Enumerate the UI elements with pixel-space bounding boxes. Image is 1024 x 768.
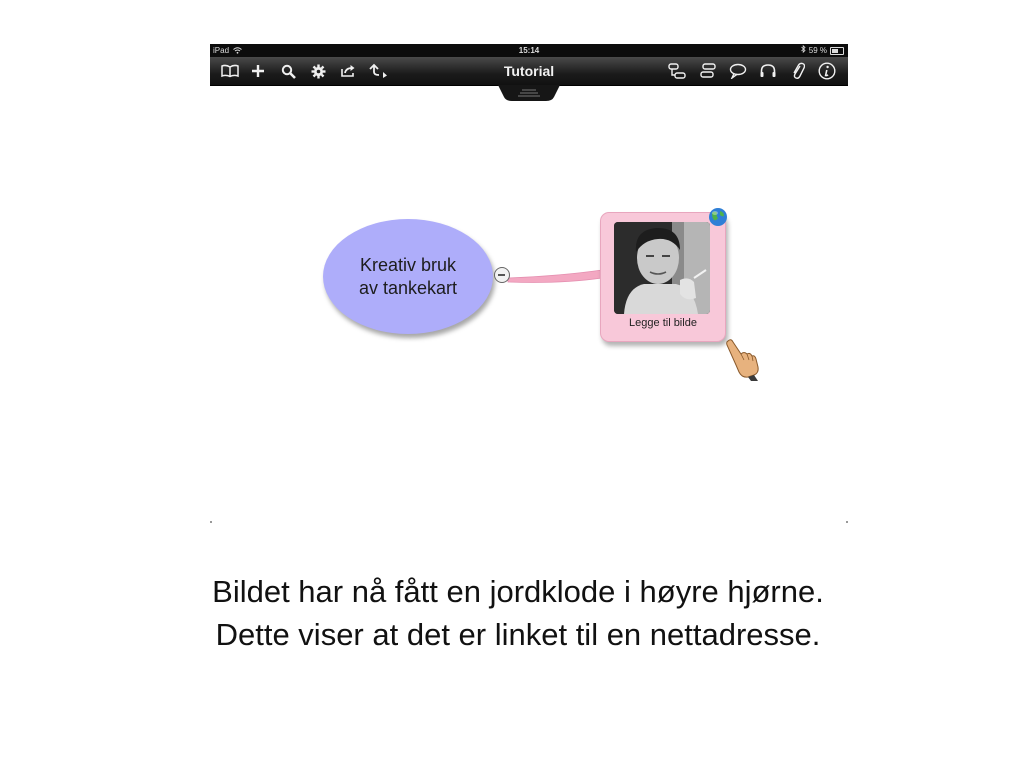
document-title: Tutorial: [503, 63, 555, 79]
carrier-text: iPad: [213, 46, 230, 55]
ipad-screen: [210, 44, 848, 524]
pointing-hand-icon: [724, 337, 764, 381]
central-node-line1: Kreativ bruk: [359, 254, 457, 275]
caption-line1: Bildet har nå fått en jordklode i høyre hjørne.: [212, 574, 824, 609]
collapse-toggle-button[interactable]: [494, 267, 510, 283]
central-node-line2: av tankekart: [358, 277, 458, 298]
central-node-text: [359, 254, 457, 300]
corner-mark-right: [846, 521, 848, 523]
connector-line: [210, 44, 848, 524]
image-node-caption: Legge til bilde: [629, 317, 697, 329]
central-node[interactable]: [323, 219, 493, 334]
clock: 15:14: [518, 46, 540, 55]
image-node[interactable]: [600, 212, 726, 342]
globe-link-icon[interactable]: [708, 207, 728, 227]
caption-line2: Dette viser at det er linket til en nettadresse.: [215, 617, 821, 652]
battery-percent: 59 %: [808, 46, 827, 55]
corner-mark-left: [210, 521, 212, 523]
portrait-photo: [614, 222, 710, 314]
slide-caption: [180, 570, 856, 656]
